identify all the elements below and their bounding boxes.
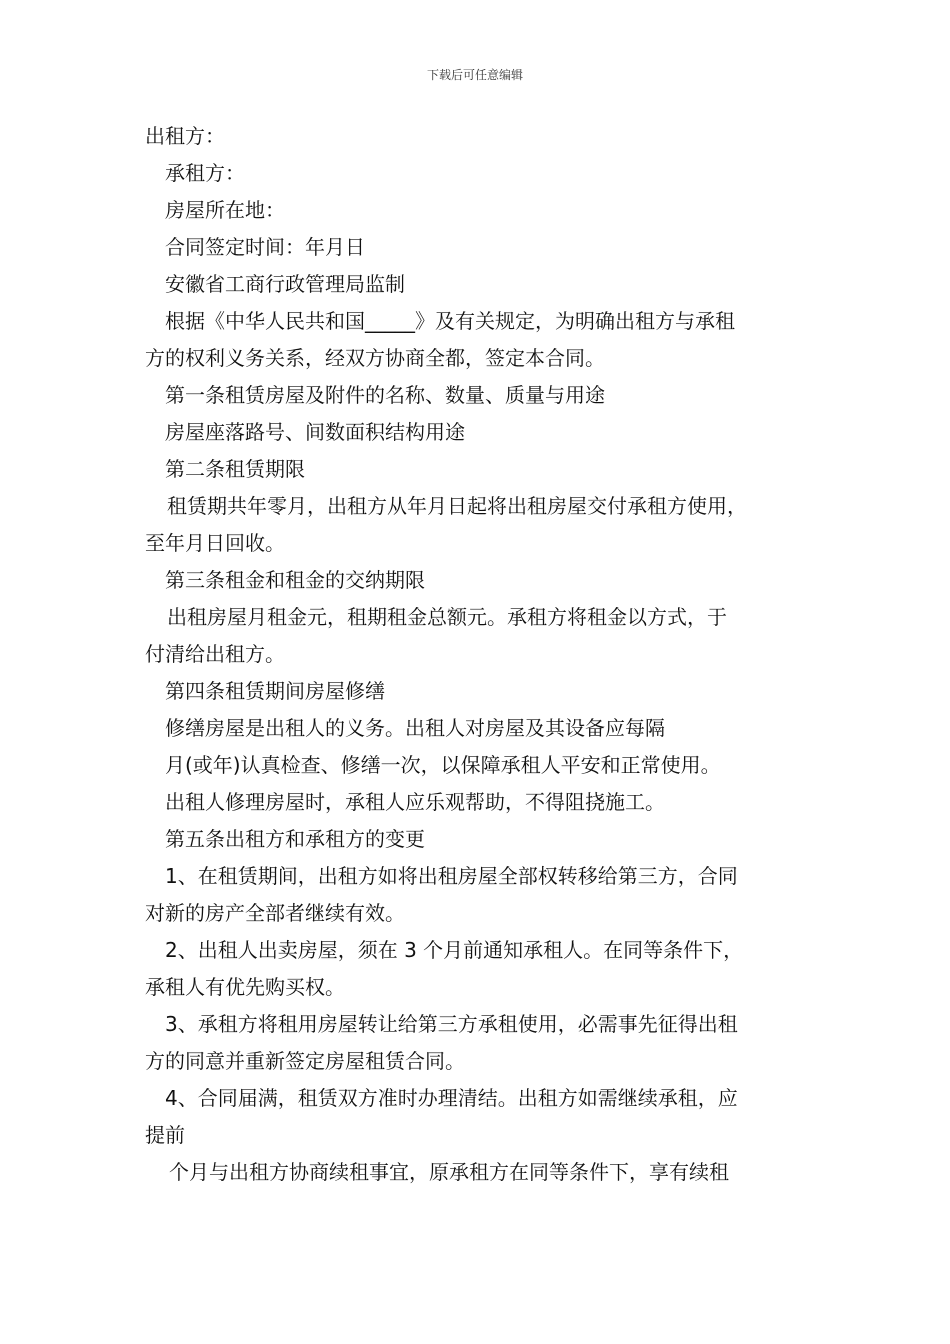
text-line: 承租方： [165,161,245,185]
text-line: 4、合同届满，租赁双方准时办理清结。出租方如需继续承租，应 [165,1086,738,1110]
text-line: 承租人有优先购买权。 [145,975,345,999]
text-line: 至年月日回收。 [145,531,285,555]
text-line: 修缮房屋是出租人的义务。出租人对房屋及其设备应每隔 [165,716,665,740]
text-line: 第四条租赁期间房屋修缮 [165,679,385,703]
text-line: 出租人修理房屋时，承租人应乐观帮助，不得阻挠施工。 [165,790,665,814]
text-line: 付清给出租方。 [145,642,285,666]
text-line: 3、承租方将租用房屋转让给第三方承租使用，必需事先征得出租 [165,1012,738,1036]
text-line: 第一条租赁房屋及附件的名称、数量、质量与用途 [165,383,605,407]
text-line: 月(或年)认真检查、修缮一次，以保障承租人平安和正常使用。 [165,753,721,777]
text-line: 房屋座落路号、间数面积结构用途 [165,420,465,444]
text-line: 合同签定时间：年月日 [165,235,365,259]
document-body [145,118,810,1191]
text-line: 租赁期共年零月，出租方从年月日起将出租房屋交付承租方使用， [167,494,747,518]
text-line: 安徽省工商行政管理局监制 [165,272,405,296]
text-line: 提前 [145,1123,185,1147]
text-line: 个月与出租方协商续租事宜，原承租方在同等条件下，享有续租 [169,1160,729,1184]
text-line: 房屋所在地： [165,198,285,222]
text-line: 第三条租金和租金的交纳期限 [165,568,425,592]
text-line: 方的同意并重新签定房屋租赁合同。 [145,1049,465,1073]
text-line: 根据《中华人民共和国_____》及有关规定，为明确出租方与承租 [165,309,735,333]
text-line: 出租方： [145,124,225,148]
text-line: 2、出租人出卖房屋，须在 3 个月前通知承租人。在同等条件下， [165,938,744,962]
text-line: 第二条租赁期限 [165,457,305,481]
text-line: 对新的房产全部者继续有效。 [145,901,405,925]
text-line: 出租房屋月租金元，租期租金总额元。承租方将租金以方式，于 [167,605,727,629]
text-line: 方的权利义务关系，经双方协商全都，签定本合同。 [145,346,605,370]
text-line: 1、在租赁期间，出租方如将出租房屋全部权转移给第三方，合同 [165,864,738,888]
text-line: 第五条出租方和承租方的变更 [165,827,425,851]
page-header: 下载后可任意编辑 [426,68,523,82]
